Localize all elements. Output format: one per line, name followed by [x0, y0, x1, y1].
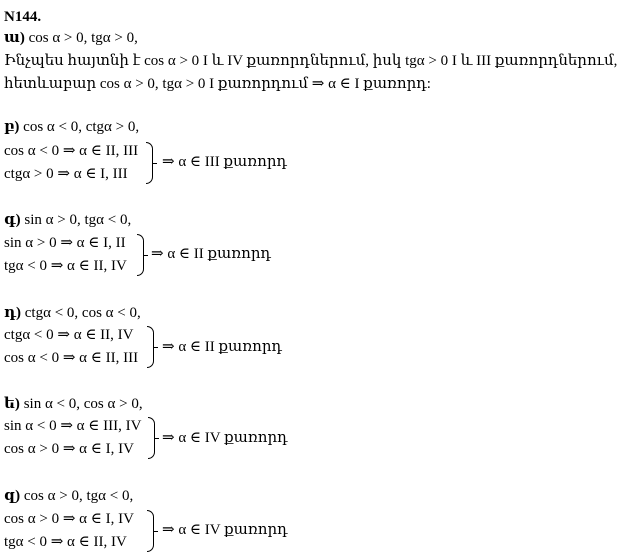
- part-label: զ): [4, 488, 21, 504]
- part-label: գ): [4, 212, 21, 228]
- part-e-condition-2: cos α > 0 ⇒ α ∈ I, IV: [4, 441, 134, 457]
- part-given: ctgα < 0, cos α < 0,: [24, 305, 141, 321]
- part-a-text-line-1: Ինչպես հայտնի է cos α > 0 I և IV քառորդներում, իսկ tgα > 0 I և III քառորդներում,: [4, 53, 618, 69]
- part-b-condition-2: ctgα > 0 ⇒ α ∈ I, III: [4, 166, 128, 182]
- curly-brace: [148, 417, 155, 459]
- part-d-condition-2: cos α < 0 ⇒ α ∈ II, III: [4, 350, 139, 366]
- part-f-condition-2: tgα < 0 ⇒ α ∈ II, IV: [4, 534, 127, 550]
- part-e-given-line: [4, 395, 143, 413]
- part-f-conclusion: ⇒ α ∈ IV քառորդ: [162, 522, 288, 538]
- curly-brace: [147, 326, 154, 368]
- curly-brace: [137, 234, 144, 276]
- part-d-condition-1: ctgα < 0 ⇒ α ∈ II, IV: [4, 327, 134, 343]
- part-d-given-line: [4, 304, 141, 322]
- part-given: cos α < 0, ctgα > 0,: [23, 119, 140, 135]
- part-a-given-line: [4, 29, 138, 47]
- part-f-given-line: [4, 487, 133, 505]
- part-given: cos α > 0, tgα < 0,: [23, 488, 134, 504]
- part-c-given-line: [4, 211, 131, 229]
- part-b-condition-1: cos α < 0 ⇒ α ∈ II, III: [4, 143, 139, 159]
- curly-brace: [147, 510, 154, 552]
- part-label: ա): [4, 30, 25, 46]
- part-c-condition-2: tgα < 0 ⇒ α ∈ II, IV: [4, 258, 127, 274]
- part-c-condition-1: sin α > 0 ⇒ α ∈ I, II: [4, 235, 126, 251]
- problem-number: N144.: [4, 9, 42, 25]
- part-label: դ): [4, 305, 22, 321]
- part-given: sin α > 0, tgα < 0,: [24, 212, 132, 228]
- part-given: sin α < 0, cos α > 0,: [23, 396, 143, 412]
- part-label: բ): [4, 119, 20, 135]
- curly-brace: [146, 142, 153, 184]
- part-e-condition-1: sin α < 0 ⇒ α ∈ III, IV: [4, 418, 142, 434]
- part-b-conclusion: ⇒ α ∈ III քառորդ: [162, 154, 287, 170]
- part-e-conclusion: ⇒ α ∈ IV քառորդ: [162, 430, 288, 446]
- part-a-text-line-2: հետևաբար cos α > 0, tgα > 0 I քառորդում ⇒ α ∈ I քառորդ:: [4, 76, 431, 92]
- part-f-condition-1: cos α > 0 ⇒ α ∈ I, IV: [4, 511, 134, 527]
- part-c-conclusion: ⇒ α ∈ II քառորդ: [151, 246, 271, 262]
- part-label: ե): [4, 396, 20, 412]
- part-given: cos α > 0, tgα > 0,: [28, 30, 138, 46]
- part-b-given-line: [4, 118, 139, 136]
- part-d-conclusion: ⇒ α ∈ II քառորդ: [162, 339, 282, 355]
